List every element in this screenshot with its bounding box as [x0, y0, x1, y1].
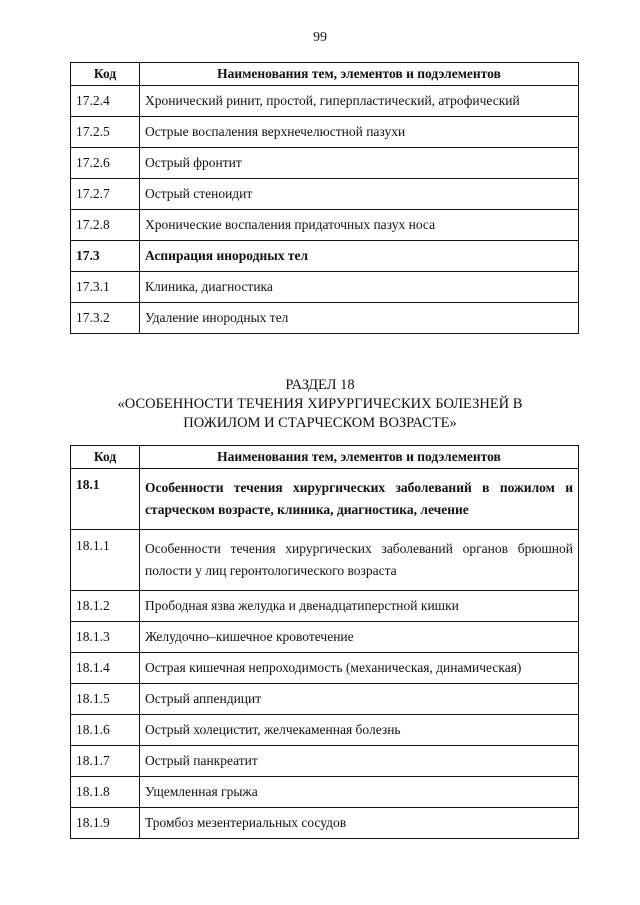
section-title-line-1: «ОСОБЕННОСТИ ТЕЧЕНИЯ ХИРУРГИЧЕСКИХ БОЛЕЗНЕЙ В [117, 396, 523, 412]
row-name: Удаление инородных тел [140, 303, 579, 334]
table-row [71, 210, 579, 241]
row-name: Острый фронтит [140, 148, 579, 179]
table-row [71, 148, 579, 179]
table-row [71, 272, 579, 303]
table-header-row [71, 446, 579, 469]
row-code: 17.3 [71, 241, 140, 272]
row-name: Аспирация инородных тел [140, 241, 579, 272]
row-name: Желудочно–кишечное кровотечение [140, 622, 579, 653]
code-column-header: Код [71, 446, 140, 469]
table-row [71, 591, 579, 622]
table-header-row [71, 63, 579, 86]
topics-table-section-17 [70, 62, 579, 334]
row-code: 17.2.4 [71, 86, 140, 117]
row-code: 18.1.2 [71, 591, 140, 622]
table-row [71, 684, 579, 715]
row-name: Ущемленная грыжа [140, 777, 579, 808]
row-name: Острые воспаления верхнечелюстной пазухи [140, 117, 579, 148]
section-heading [60, 376, 580, 433]
table-row [71, 303, 579, 334]
row-code: 18.1 [71, 469, 140, 530]
row-code: 18.1.3 [71, 622, 140, 653]
name-column-header: Наименования тем, элементов и подэлементов [140, 63, 579, 86]
row-name: Тромбоз мезентериальных сосудов [140, 808, 579, 839]
row-code: 17.3.2 [71, 303, 140, 334]
table-row [71, 530, 579, 591]
row-code: 17.2.7 [71, 179, 140, 210]
table-row-subsection [71, 241, 579, 272]
table-row [71, 746, 579, 777]
row-name: Хронические воспаления придаточных пазух носа [140, 210, 579, 241]
section-number: РАЗДЕЛ 18 [285, 377, 355, 393]
table-row-subsection [71, 469, 579, 530]
table-row [71, 715, 579, 746]
row-name: Клиника, диагностика [140, 272, 579, 303]
topics-table-section-18 [70, 445, 579, 839]
table-row [71, 117, 579, 148]
name-column-header: Наименования тем, элементов и подэлементов [140, 446, 579, 469]
table-row [71, 653, 579, 684]
row-name: Острый стеноидит [140, 179, 579, 210]
row-name: Особенности течения хирургических заболеваний в пожилом и старческом возрасте, клиника, диагностика, лечение [140, 469, 579, 530]
row-code: 17.3.1 [71, 272, 140, 303]
table-row [71, 86, 579, 117]
page-number: 99 [313, 30, 327, 45]
row-name: Особенности течения хирургических заболеваний органов брюшной полости у лиц геронтологического возраста [140, 530, 579, 591]
row-code: 18.1.4 [71, 653, 140, 684]
row-name: Острый панкреатит [140, 746, 579, 777]
row-name: Острый холецистит, желчекаменная болезнь [140, 715, 579, 746]
row-code: 17.2.8 [71, 210, 140, 241]
row-code: 17.2.6 [71, 148, 140, 179]
code-column-header: Код [71, 63, 140, 86]
table-row [71, 179, 579, 210]
table-row [71, 622, 579, 653]
row-code: 18.1.1 [71, 530, 140, 591]
row-code: 18.1.5 [71, 684, 140, 715]
table-row [71, 808, 579, 839]
row-name: Хронический ринит, простой, гиперпластический, атрофический [140, 86, 579, 117]
row-name: Прободная язва желудка и двенадцатиперстной кишки [140, 591, 579, 622]
row-code: 18.1.7 [71, 746, 140, 777]
row-code: 18.1.6 [71, 715, 140, 746]
row-code: 17.2.5 [71, 117, 140, 148]
row-code: 18.1.9 [71, 808, 140, 839]
table-row [71, 777, 579, 808]
row-name: Острый аппендицит [140, 684, 579, 715]
row-code: 18.1.8 [71, 777, 140, 808]
section-title-line-2: ПОЖИЛОМ И СТАРЧЕСКОМ ВОЗРАСТЕ» [183, 415, 457, 431]
row-name: Острая кишечная непроходимость (механическая, динамическая) [140, 653, 579, 684]
